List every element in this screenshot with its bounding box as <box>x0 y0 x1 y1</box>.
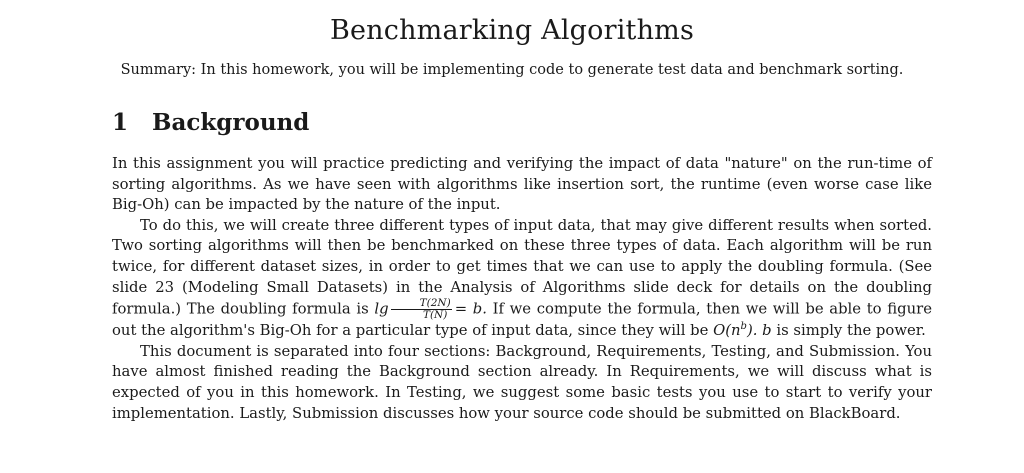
fraction-denominator: T(N) <box>422 309 448 322</box>
paragraph-2-text-a: To do this, we will create three different types of input data, that may give different results when sorted. Two sorting algorithms will then be benchmarked on these three types of data. Each algorithm will be run twice, for different dataset sizes, in order to get times that we can use to apply the doubling formula. (See slide 23 (Modeling Small Datasets) in the Analysis of Algorithms slide deck for details on the doubling formula.) The doubling formula is <box>112 216 932 318</box>
section-title: Background <box>152 109 310 136</box>
math-b: b <box>762 322 772 340</box>
paragraph-1: In this assignment you will practice predicting and verifying the impact of data "nature" on the run-time of sorting algorithms. As we have seen with algorithms like insertion sort, the runtime (even worse case like Big-Oh) can be impacted by the nature of the input. <box>112 155 932 214</box>
paragraph-2-text-c: is simply the power. <box>776 322 926 340</box>
paragraph-2-text-b: If we compute the formula, then we will be able to figure out the algorithm's Big-Oh for a particular type of input data, since they will be <box>112 300 932 340</box>
doubling-fraction <box>391 298 452 321</box>
section-heading <box>112 108 309 138</box>
paragraph-2 <box>112 216 932 342</box>
document-title: Benchmarking Algorithms <box>329 15 695 46</box>
big-oh-open: O(n <box>713 322 741 340</box>
paragraph-3: This document is separated into four sections: Background, Requirements, Testing, and Submission. You have almost finished reading the Background section already. In Requirements, we will discuss what is expected of you in this homework. In Testing, we suggest some basic tests you use to start to verify your implementation. Lastly, Submission discusses how your source code should be submitted on BlackBoard. <box>112 342 932 422</box>
summary-text: Summary: In this homework, you will be implementing code to generate test data and benchmark sorting. <box>120 62 904 78</box>
big-oh-exponent: b <box>740 321 747 333</box>
math-equals-b: = b. <box>454 300 487 318</box>
math-big-oh <box>713 322 757 339</box>
fraction-numerator: T(2N) <box>391 298 452 310</box>
math-lg: lg <box>374 300 389 318</box>
big-oh-close: ). <box>746 322 758 340</box>
section-body <box>112 154 932 424</box>
section-number: 1 <box>112 109 129 136</box>
